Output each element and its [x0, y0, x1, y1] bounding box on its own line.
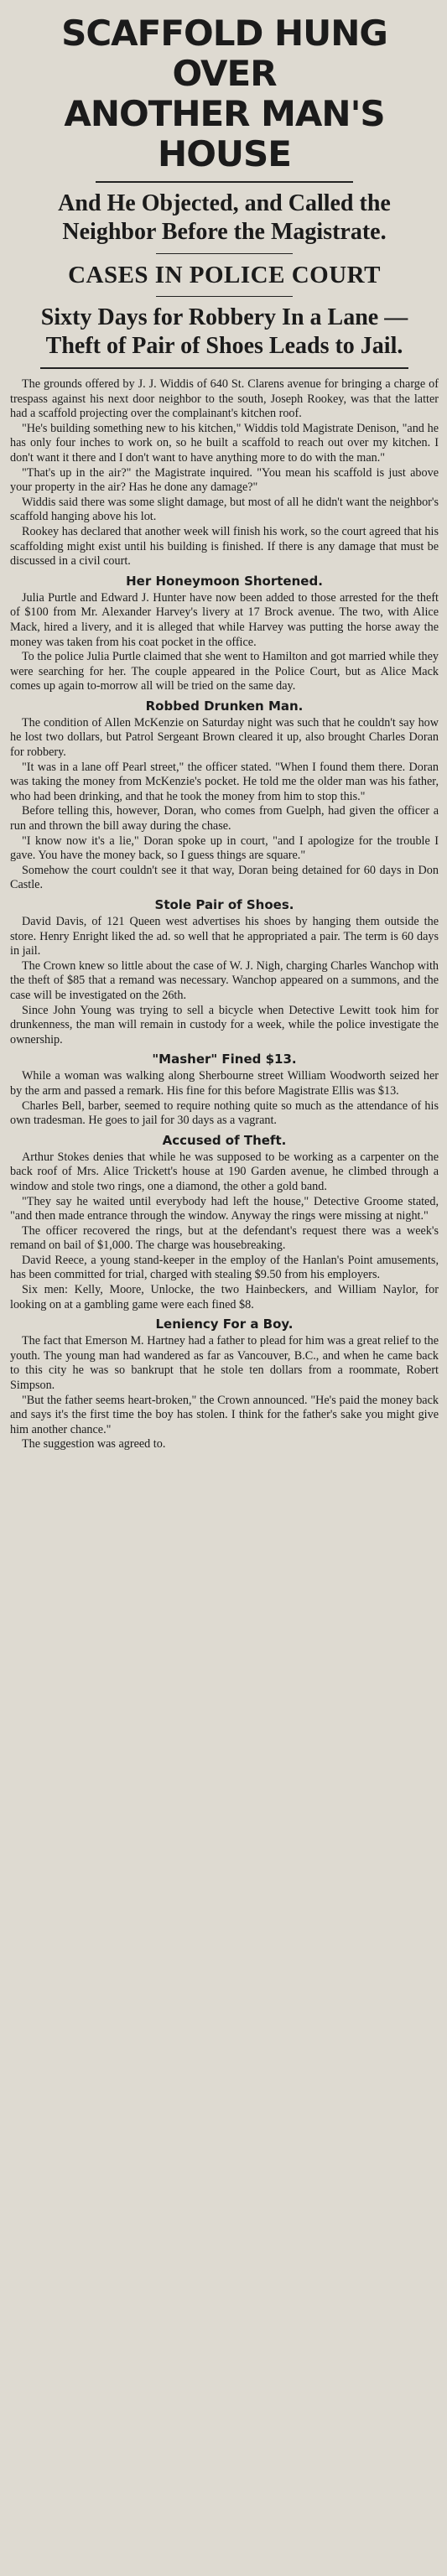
subheading: "Masher" Fined $13.: [152, 1052, 297, 1067]
divider: [156, 253, 294, 254]
subheading: Robbed Drunken Man.: [145, 698, 304, 714]
paragraph: The officer recovered the rings, but at the defendant's request there was a week's remand on bail of $1,000. The charge was housebreaking.: [10, 1223, 439, 1253]
headline-line-2: ANOTHER MAN'S HOUSE: [64, 93, 385, 174]
deck-2: Sixty Days for Robbery In a Lane —Theft of Pair of Shoes Leads to Jail.: [40, 304, 408, 359]
paragraph: While a woman was walking along Sherbourne street William Woodworth seized her by the arm and passed a remark. His fine for this before Magistrate Ellis was $13.: [10, 1069, 439, 1098]
divider: [96, 181, 353, 183]
divider: [40, 367, 408, 369]
paragraph: Since John Young was trying to sell a bicycle when Detective Lewitt took him for drunkenness, the man will remain in custody for a week, while the police investigate the ownership.: [10, 1003, 439, 1046]
article-body: [10, 377, 439, 1452]
subheading: Leniency For a Boy.: [155, 1317, 294, 1332]
paragraph: Rookey has declared that another week will finish his work, so the court agreed that his scaffolding might exist until his building is finished. If there is any damage that must be discussed in a civil court.: [10, 524, 439, 569]
paragraph: "It was in a lane off Pearl street," the officer stated. "When I found them there. Doran was taking the money from McKenzie's pocket. He told me the older man was his father, who had been drinking, and that he took the money from him to stop this.": [10, 760, 439, 803]
paragraph: David Reece, a young stand-keeper in the employ of the Hanlan's Point amusements, has been committed for trial, charged with stealing $9.50 from his employers.: [10, 1253, 439, 1282]
paragraph: "I know now it's a lie," Doran spoke up in court, "and I apologize for the trouble I gave. You have the money back, so I guess things are square.": [10, 834, 439, 863]
paragraph: The condition of Allen McKenzie on Saturday night was such that he couldn't say how he lost two dollars, but Patrol Sergeant Brown cleared it up, also brought Charles Doran for robbery.: [10, 715, 439, 760]
paragraph: "They say he waited until everybody had left the house," Detective Groome stated, "and then made entrance through the window. Anyway the rings were missing at night.": [10, 1194, 439, 1223]
paragraph: Before telling this, however, Doran, who comes from Guelph, had given the officer a run and thrown the bill away during the chase.: [10, 804, 439, 834]
headline: [10, 13, 439, 174]
paragraph: "But the father seems heart-broken," the Crown announced. "He's paid the money back and says it's the first time the boy has stolen. I think for the father's sake you might give him another chance.": [10, 1393, 439, 1436]
section-title: CASES IN POLICE COURT: [68, 262, 381, 288]
subheading: Accused of Theft.: [162, 1132, 287, 1148]
paragraph: The Crown knew so little about the case of W. J. Nigh, charging Charles Wanchop with the theft of $85 that a remand was necessary. Wanchop appeared on a summons, and the case will be investigated on the 26th.: [10, 958, 439, 1002]
divider: [156, 296, 294, 297]
paragraph: The suggestion was agreed to.: [22, 1437, 166, 1452]
paragraph: The fact that Emerson M. Hartney had a father to plead for him was a great relief to the youth. The young man had wandered as far as Vancouver, B.C., and when he came back to this city he was so bankrupt that he stole ten dollars from a roommate, Robert Simpson.: [10, 1334, 439, 1393]
paragraph: Julia Purtle and Edward J. Hunter have now been added to those arrested for the theft of $100 from Mr. Alexander Harvey's livery at 17 Brock avenue. The two, with Alice Mack, hired a livery, and it is alleged that while Harvey was putting the horse away the money was taken from his coat pocket in the office.: [10, 590, 439, 649]
paragraph: David Davis, of 121 Queen west advertises his shoes by hanging them outside the store. Henry Enright liked the ad. so well that he appropriated a pair. The term is 60 days in jail.: [10, 915, 439, 958]
paragraph: Widdis said there was some slight damage, but most of all he didn't want the neighbor's scaffold hanging above his lot.: [10, 495, 439, 524]
subheading: Her Honeymoon Shortened.: [126, 573, 323, 589]
paragraph: The grounds offered by J. J. Widdis of 640 St. Clarens avenue for bringing a charge of trespass against his next door neighbor to the south, Joseph Rookey, was that the latter had a scaffold projecting over the complainant's kitchen roof.: [10, 377, 439, 421]
paragraph: Six men: Kelly, Moore, Unlocke, the two Hainbeckers, and William Naylor, for looking on at a gambling game were each fined $8.: [10, 1283, 439, 1311]
deck-1: And He Objected, and Called the Neighbor Before the Magistrate.: [58, 190, 391, 245]
headline-line-1: SCAFFOLD HUNG OVER: [61, 13, 387, 94]
paragraph: "That's up in the air?" the Magistrate inquired. "You mean his scaffold is just above your property in the air? Has he done any damage?": [10, 465, 439, 495]
subheading: Stole Pair of Shoes.: [154, 897, 294, 912]
paragraph: To the police Julia Purtle claimed that she went to Hamilton and got married while they were searching for her. The couple appeared in the Police Court, but as Alice Mack comes up again to-morrow all will be tried on the same day.: [10, 650, 439, 693]
paragraph: Somehow the court couldn't see it that way, Doran being detained for 60 days in Don Castle.: [10, 863, 439, 892]
paragraph: Arthur Stokes denies that while he was supposed to be working as a carpenter on the back roof of Mrs. Alice Trickett's house at 190 Garden avenue, he climbed through a window and stole two rings, one a diamond, the other a gold band.: [10, 1150, 439, 1193]
paragraph: "He's building something new to his kitchen," Widdis told Magistrate Denison, "and he has only four inches to work on, so he built a scaffold to reach out over my kitchen. I don't want it there and I don't want to have anything more to do with the man.": [10, 421, 439, 465]
paragraph: Charles Bell, barber, seemed to require nothing quite so much as the attendance of his own tradesman. He goes to jail for 30 days as a vagrant.: [10, 1098, 439, 1128]
